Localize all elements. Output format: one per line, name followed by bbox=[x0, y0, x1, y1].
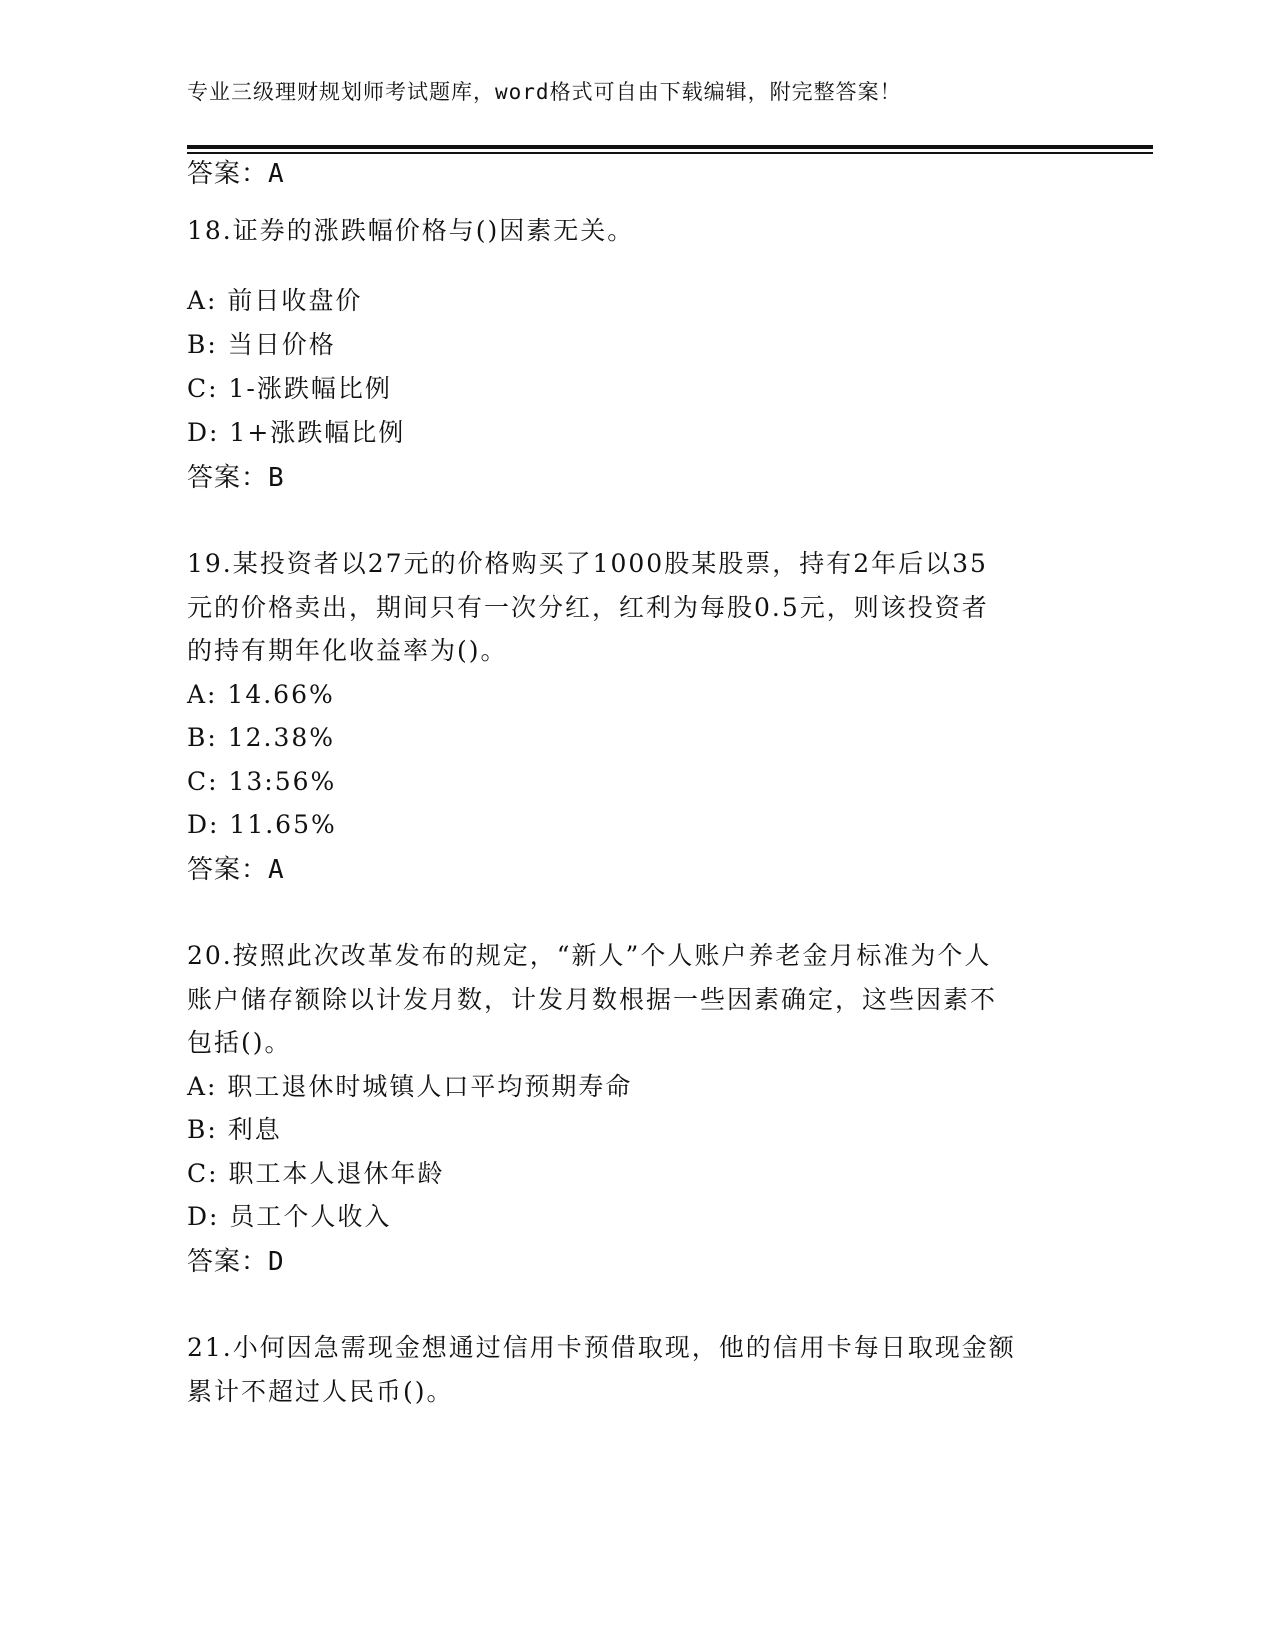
header-rule-thin bbox=[187, 152, 1153, 154]
question-18-option-b: B: 当日价格 bbox=[187, 330, 336, 359]
question-20-option-d: D: 员工个人收入 bbox=[187, 1202, 392, 1231]
question-19-line-1: 19.某投资者以27元的价格购买了1000股某股票，持有2年后以35 bbox=[187, 549, 988, 578]
question-18-answer: 答案：B bbox=[187, 463, 285, 493]
question-20-option-c: C: 职工本人退休年龄 bbox=[187, 1159, 445, 1188]
question-20-option-a: A: 职工退休时城镇人口平均预期寿命 bbox=[187, 1072, 633, 1101]
question-20-option-b: B: 利息 bbox=[187, 1115, 282, 1144]
question-18-option-c: C: 1-涨跌幅比例 bbox=[187, 374, 392, 403]
question-19-option-a: A: 14.66% bbox=[187, 680, 335, 709]
question-21-line-2: 累计不超过人民币()。 bbox=[187, 1377, 454, 1406]
header-rule-thick bbox=[187, 145, 1153, 149]
question-19-line-2: 元的价格卖出，期间只有一次分红，红利为每股0.5元，则该投资者 bbox=[187, 593, 989, 622]
question-18-option-a: A: 前日收盘价 bbox=[187, 286, 363, 315]
question-19-line-3: 的持有期年化收益率为()。 bbox=[187, 636, 508, 665]
question-19-answer: 答案：A bbox=[187, 855, 285, 885]
question-19-option-c: C: 13:56% bbox=[187, 767, 337, 796]
question-20-line-1: 20.按照此次改革发布的规定，“新人”个人账户养老金月标准为个人 bbox=[187, 941, 992, 970]
question-20-line-2: 账户储存额除以计发月数，计发月数根据一些因素确定，这些因素不 bbox=[187, 985, 998, 1014]
question-18-option-d: D: 1+涨跌幅比例 bbox=[187, 418, 406, 447]
question-19-option-d: D: 11.65% bbox=[187, 810, 337, 839]
previous-answer: 答案：A bbox=[187, 159, 285, 189]
question-20-line-3: 包括()。 bbox=[187, 1028, 292, 1057]
question-20-answer: 答案：D bbox=[187, 1247, 285, 1277]
question-18-text: 18.证券的涨跌幅价格与()因素无关。 bbox=[187, 216, 635, 245]
question-19-option-b: B: 12.38% bbox=[187, 723, 336, 752]
question-21-line-1: 21.小何因急需现金想通过信用卡预借取现，他的信用卡每日取现金额 bbox=[187, 1333, 1016, 1362]
page-header: 专业三级理财规划师考试题库，word格式可自由下载编辑，附完整答案！ bbox=[187, 80, 902, 104]
